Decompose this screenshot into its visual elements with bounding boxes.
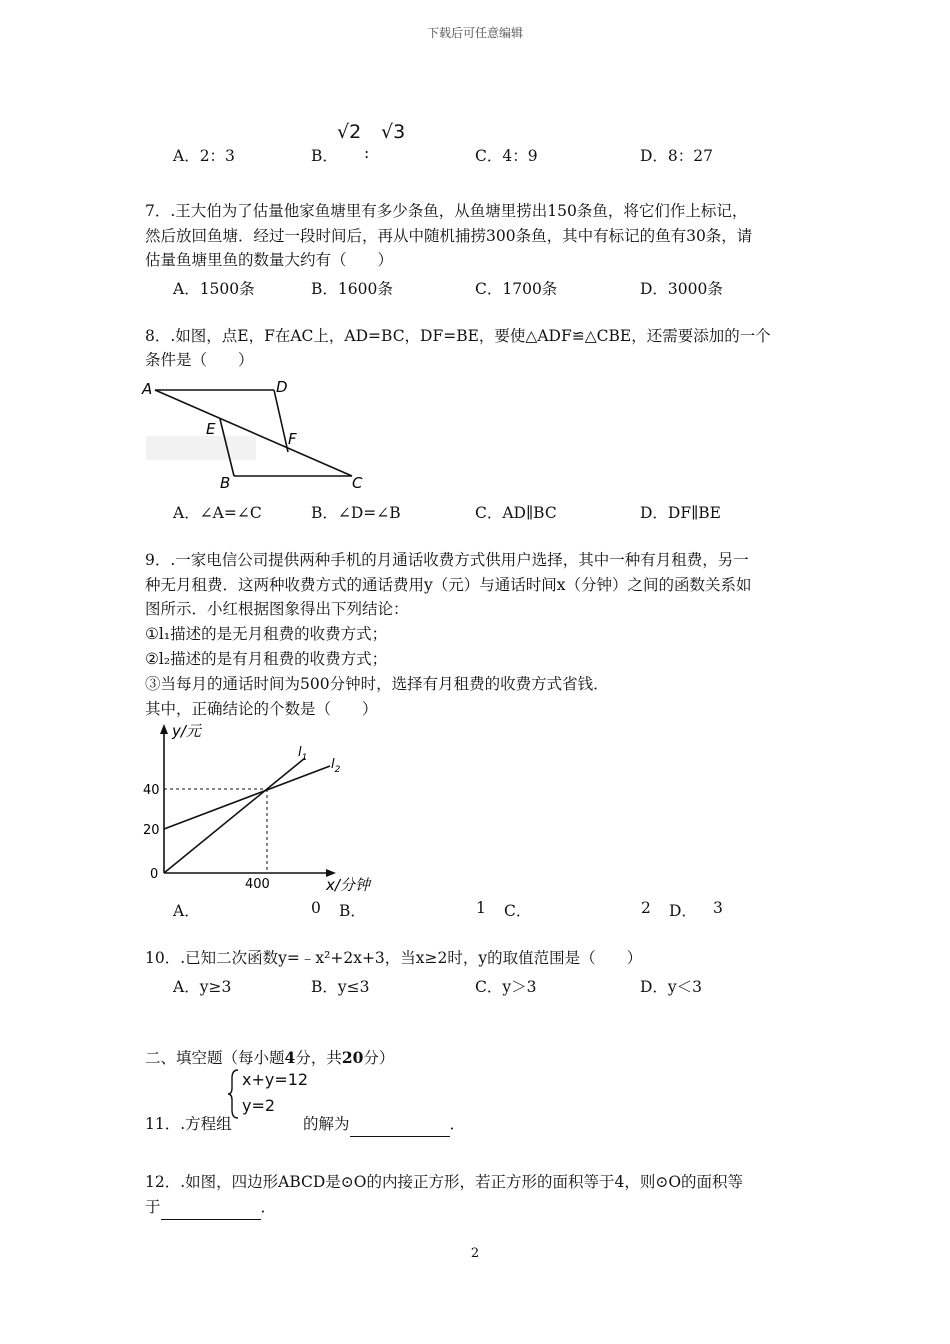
q8-option-c: C．AD∥BC [475,504,557,522]
q12-line-2: 于 ． [145,1195,276,1220]
q7-line-1: 7．.王大伯为了估量他家鱼塘里有多少条鱼，从鱼塘里捞出150条鱼，将它们作上标记， [145,202,748,220]
q7-line-3: 估量鱼塘里鱼的数量大约有（ ） [145,251,394,269]
q9-option-a-label: A． [173,902,200,920]
q9-line-l2 [164,766,330,829]
q8-option-b: B．∠D=∠B [311,504,401,522]
q9-y-tick-20: 20 [143,823,160,838]
q9-line-l2-label: $l_2$ [331,757,341,775]
q9-x-tick-400: 400 [245,877,270,892]
q10-line: 10．.已知二次函数y=﹣x²+2x+3，当x≥2时，y的取值范围是（ ） [145,949,643,967]
q8-label-b: B [220,474,231,492]
q6-ratio-colon: : [364,144,370,162]
q8-line-1: 8．.如图，点E，F在AC上，AD=BC，DF=BE，要使△ADF≌△CBE，还需要添加的一个 [145,327,771,345]
q12-line-1: 12．.如图，四边形ABCD是⊙O的内接正方形，若正方形的面积等于4，则⊙O的面积等 [145,1173,744,1191]
q9-line-2: 种无月租费．这两种收费方式的通话费用y（元）与通话时间x（分钟）之间的函数关系如 [145,576,752,594]
q8-label-d: D [276,378,288,396]
q6-option-c: C．4：9 [475,147,538,165]
q10-option-b: B．y≤3 [311,978,370,996]
q9-statement-3: ③当每月的通话时间为500分钟时，选择有月租费的收费方式省钱． [145,675,609,693]
q8-line-2: 条件是（ ） [145,351,254,369]
q9-statement-1: ①l₁描述的是无月租费的收费方式； [145,625,388,643]
q6-option-b: B． [311,147,338,165]
page-header: 下载后可任意编辑 [426,26,523,40]
section-2-title: 二、填空题（每小题4分，共20分） [145,1048,395,1067]
q11-answer-line: 的解为 ． [303,1112,465,1137]
q9-line-question: 其中，正确结论的个数是（ ） [145,700,378,718]
q11-system-eq-1: x+y=12 [242,1070,309,1089]
q6-radical-3: √3 [381,121,406,143]
q8-figure [140,374,380,494]
q6-radical-2: √2 [337,121,362,143]
q9-option-b-label: B． [339,902,366,920]
q7-option-c: C．1700条 [475,280,558,298]
q10-option-d: D．y＜3 [640,978,703,996]
q9-line-l1-label: $l_1$ [298,745,308,763]
q9-graph [140,718,380,898]
q11-prefix: 11．.方程组 [145,1115,232,1133]
q8-label-a: A [142,380,153,398]
q9-y-axis-label: y/元 [172,722,201,740]
q9-option-c-label: C． [504,902,532,920]
q9-y-axis-arrow [160,724,168,734]
q8-segment-ac [155,390,352,476]
page-number: 2 [470,1246,480,1261]
q6-option-a: A．2：3 [173,147,235,165]
q9-statement-2: ②l₂描述的是有月租费的收费方式； [145,650,388,668]
q9-line-1: 9．.一家电信公司提供两种手机的月通话收费方式供用户选择，其中一种有月租费，另一 [145,551,749,569]
q9-y-tick-0: 0 [150,867,159,882]
q11-system-eq-2: y=2 [242,1096,276,1115]
q7-line-2: 然后放回鱼塘．经过一段时间后，再从中随机捕捞300条鱼，其中有标记的鱼有30条，请 [145,227,753,245]
q7-option-d: D．3000条 [640,280,723,298]
q7-option-a: A．1500条 [173,280,255,298]
q9-line-l1 [164,758,305,873]
q6-option-d: D．8：27 [640,147,714,165]
q10-option-c: C．y＞3 [475,978,537,996]
q8-label-c: C [352,474,363,492]
q10-option-a: A．y≥3 [173,978,232,996]
q9-option-c-value: 2 [641,899,651,917]
q12-answer-blank[interactable] [161,1203,261,1220]
q9-option-d-label: D． [669,902,697,920]
q9-x-axis-label: x/分钟 [326,876,370,894]
q9-option-d-value: 3 [713,899,723,917]
q8-option-d: D．DF∥BE [640,504,721,522]
q8-label-e: E [206,420,216,438]
q8-option-a: A．∠A=∠C [173,504,262,522]
q8-figure-shading [146,436,256,460]
q9-option-a-value: 0 [311,899,321,917]
q8-label-f: F [288,430,297,448]
q9-line-3: 图所示．小红根据图象得出下列结论： [145,600,409,618]
q11-answer-blank[interactable] [350,1120,450,1137]
q7-option-b: B．1600条 [311,280,393,298]
q9-option-b-value: 1 [476,899,486,917]
q9-y-tick-40: 40 [143,783,160,798]
